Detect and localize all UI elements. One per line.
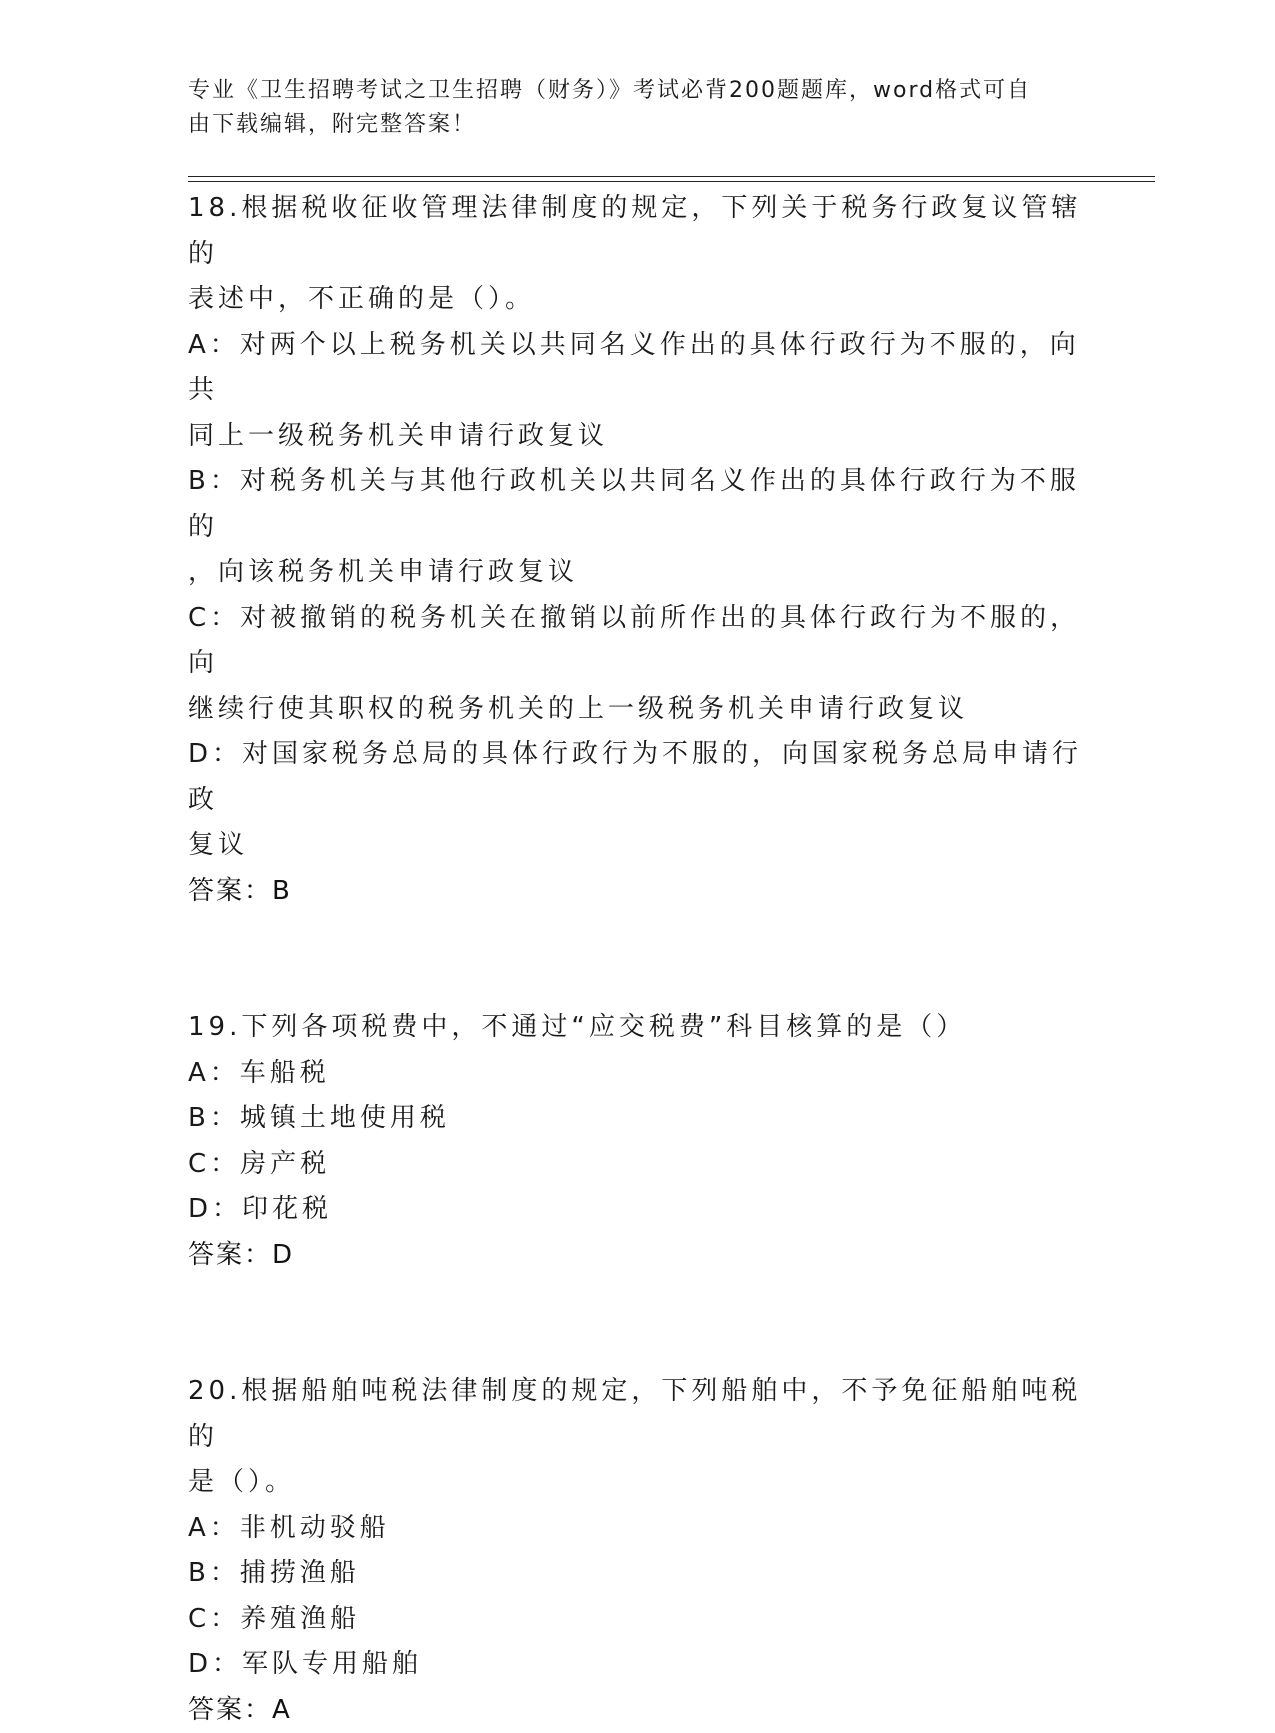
question-19-option-a: A：车船税 bbox=[188, 1051, 1088, 1097]
question-18-option-b-line-2: ，向该税务机关申请行政复议 bbox=[188, 550, 1088, 596]
question-18-option-a-line-1: A：对两个以上税务机关以共同名义作出的具体行政行为不服的，向共 bbox=[188, 323, 1088, 414]
question-18-option-c-line-2: 继续行使其职权的税务机关的上一级税务机关申请行政复议 bbox=[188, 687, 1088, 733]
header-divider-bottom bbox=[188, 181, 1155, 182]
question-18-option-a-line-2: 同上一级税务机关申请行政复议 bbox=[188, 414, 1088, 460]
question-18-option-d-line-1: D：对国家税务总局的具体行政行为不服的，向国家税务总局申请行政 bbox=[188, 732, 1088, 823]
question-20-option-d: D：军队专用船舶 bbox=[188, 1642, 1088, 1688]
question-19-stem-line-1: 19.下列各项税费中，不通过“应交税费”科目核算的是（） bbox=[188, 1005, 1088, 1051]
question-18 bbox=[188, 186, 1088, 914]
question-20 bbox=[188, 1369, 1088, 1733]
question-19 bbox=[188, 1005, 1088, 1278]
header-line-1: 专业《卫生招聘考试之卫生招聘（财务）》考试必背200题题库，word格式可自 bbox=[188, 74, 1068, 108]
question-18-option-c-line-1: C：对被撤销的税务机关在撤销以前所作出的具体行政行为不服的，向 bbox=[188, 596, 1088, 687]
question-20-answer: 答案：A bbox=[188, 1688, 1088, 1733]
question-18-stem-line-2: 表述中，不正确的是（）。 bbox=[188, 277, 1088, 323]
question-19-answer: 答案：D bbox=[188, 1233, 1088, 1279]
question-19-option-d: D：印花税 bbox=[188, 1187, 1088, 1233]
question-list bbox=[188, 186, 1088, 1733]
question-20-stem-line-2: 是（）。 bbox=[188, 1460, 1088, 1506]
question-20-option-c: C：养殖渔船 bbox=[188, 1597, 1088, 1643]
question-20-option-b: B：捕捞渔船 bbox=[188, 1551, 1088, 1597]
question-18-option-d-line-2: 复议 bbox=[188, 823, 1088, 869]
document-header bbox=[188, 74, 1068, 142]
question-spacer bbox=[188, 914, 1088, 1005]
question-19-option-c: C：房产税 bbox=[188, 1142, 1088, 1188]
question-20-option-a: A：非机动驳船 bbox=[188, 1506, 1088, 1552]
question-19-option-b: B：城镇土地使用税 bbox=[188, 1096, 1088, 1142]
question-18-option-b-line-1: B：对税务机关与其他行政机关以共同名义作出的具体行政行为不服的 bbox=[188, 459, 1088, 550]
question-18-answer: 答案：B bbox=[188, 869, 1088, 915]
question-18-stem-line-1: 18.根据税收征收管理法律制度的规定，下列关于税务行政复议管辖的 bbox=[188, 186, 1088, 277]
header-divider-top bbox=[188, 176, 1155, 177]
question-20-stem-line-1: 20.根据船舶吨税法律制度的规定，下列船舶中，不予免征船舶吨税的 bbox=[188, 1369, 1088, 1460]
header-line-2: 由下载编辑，附完整答案！ bbox=[188, 108, 1068, 142]
question-spacer bbox=[188, 1278, 1088, 1369]
